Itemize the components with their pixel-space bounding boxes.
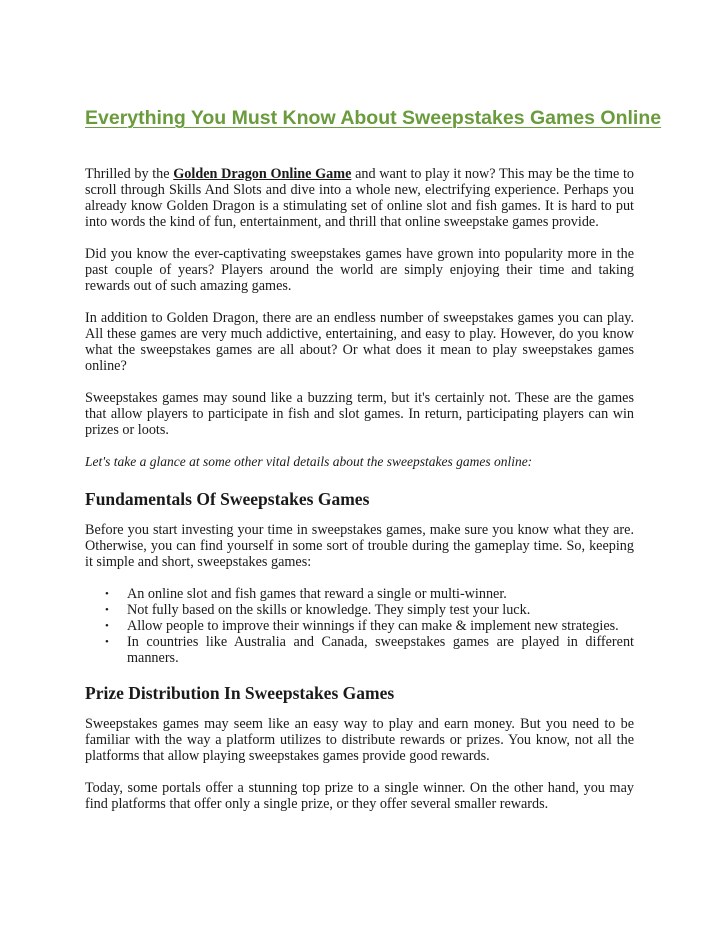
bullet-icon: • — [105, 588, 109, 600]
heading-prize-distribution: Prize Distribution In Sweepstakes Games — [85, 683, 395, 703]
bullet-icon: • — [105, 636, 109, 648]
list-item — [105, 602, 634, 618]
bullet-icon: • — [105, 620, 109, 632]
paragraph-fundamentals: Before you start investing your time in sweepstakes games, make sure you know what they are. Otherwise, you can find yourself in some sort of trouble during the gameplay time. So, keeping it simple and short, sweepstakes games: — [85, 522, 634, 570]
intro-text-before: Thrilled by the — [85, 166, 174, 182]
list-item — [105, 618, 634, 634]
lead-in-italic: Let's take a glance at some other vital details about the sweepstakes games online: — [85, 454, 533, 469]
page-title: Everything You Must Know About Sweepstakes Games Online — [85, 107, 662, 129]
intro-text-after: and want to play it now? This may be the time to scroll through Skills And Slots and dive into a whole new, electrifying experience. Perhaps you already know Golden Dragon is a stimulating set of online slot and fish games. It is hard to put into words the kind of fun, entertainment, and thrill that online sweepstake games provide. — [85, 166, 634, 230]
list-item — [105, 586, 634, 602]
list-item-text: An online slot and fish games that reward a single or multi-winner. — [127, 586, 507, 602]
list-item-text: Not fully based on the skills or knowledge. They simply test your luck. — [127, 602, 531, 618]
fundamentals-bullet-list — [85, 586, 634, 666]
paragraph-prize-1: Sweepstakes games may seem like an easy way to play and earn money. But you need to be familiar with the way a platform utilizes to distribute rewards or prizes. You know, not all the platforms that allow playing sweepstakes games provide good rewards. — [85, 716, 634, 764]
paragraph-prize-2: Today, some portals offer a stunning top prize to a single winner. On the other hand, you may find platforms that offer only a single prize, or they offer several smaller rewards. — [85, 780, 634, 812]
paragraph-popularity: Did you know the ever-captivating sweepstakes games have grown into popularity more in the past couple of years? Players around the world are simply enjoying their time and taking rewards out of such amazing games. — [85, 246, 634, 294]
paragraph-buzzing-term: Sweepstakes games may sound like a buzzing term, but it's certainly not. These are the games that allow players to participate in fish and slot games. In return, participating players can win prizes or loots. — [85, 390, 634, 438]
intro-paragraph — [85, 166, 634, 230]
list-item — [105, 634, 634, 666]
heading-fundamentals: Fundamentals Of Sweepstakes Games — [85, 489, 370, 509]
list-item-text: In countries like Australia and Canada, sweepstakes games are played in different manners. — [127, 634, 634, 666]
golden-dragon-link[interactable]: Golden Dragon Online Game — [173, 166, 352, 182]
document-page — [85, 0, 662, 812]
bullet-icon: • — [105, 604, 109, 616]
paragraph-endless-games: In addition to Golden Dragon, there are an endless number of sweepstakes games you can play. All these games are very much addictive, entertaining, and easy to play. However, do you know what the sweepstakes games are all about? Or what does it mean to play sweepstakes games online? — [85, 310, 634, 374]
list-item-text: Allow people to improve their winnings if they can make & implement new strategies. — [127, 618, 619, 634]
